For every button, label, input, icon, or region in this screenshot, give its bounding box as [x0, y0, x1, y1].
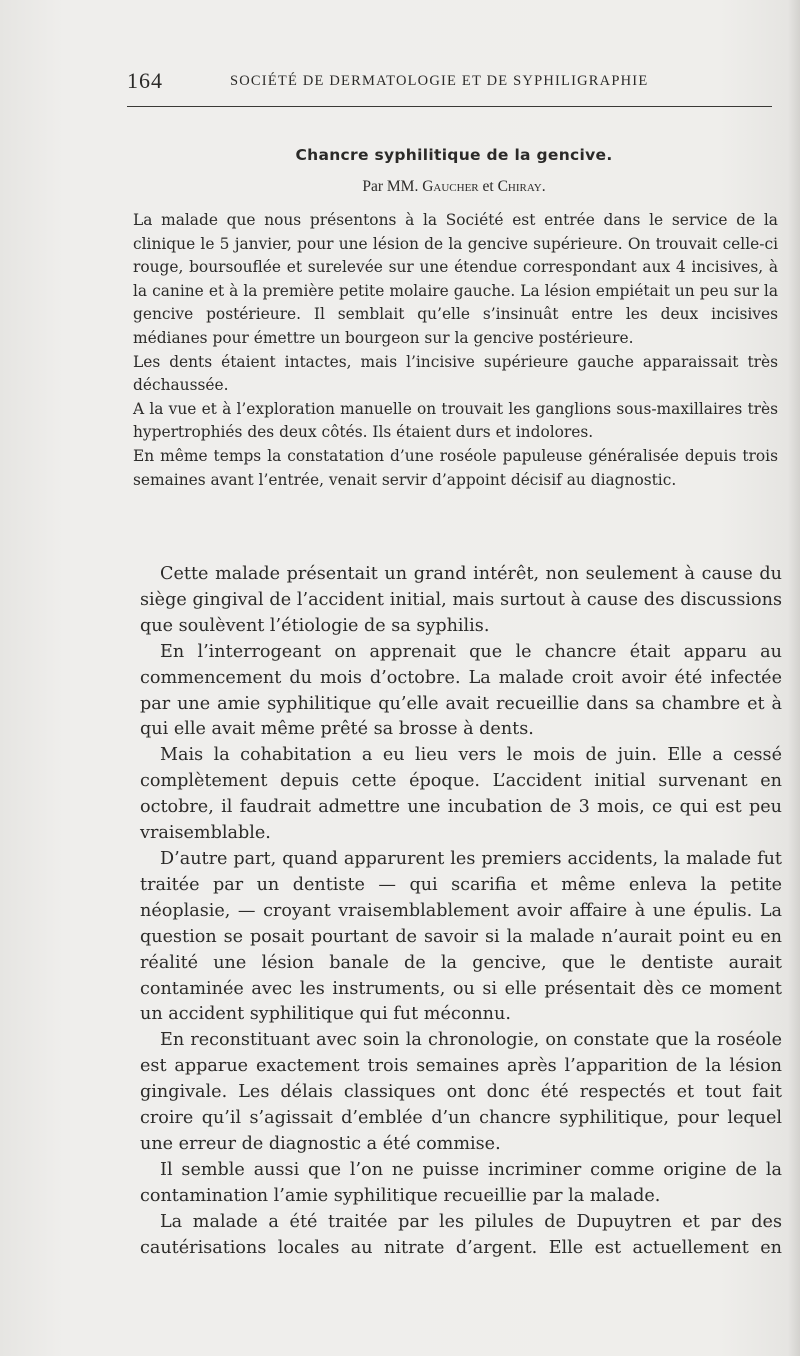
discussion-paragraph-5: En reconstituant avec soin la chronologie, on constate que la roséole est apparue exactement trois semaines après l’apparition de la lésion gingivale. Les délais classiques ont donc été respectés et tout fait croire qu’il s’agissait d’emblée d’un chancre syphilitique, pour lequel une erreur de diagnostic a été commise. [140, 1030, 782, 1154]
page-edge-shadow [788, 0, 800, 1356]
author-chiray: Chiray. [497, 178, 546, 195]
authors-prefix: Par MM. [362, 178, 419, 195]
case-report [133, 209, 778, 492]
discussion-paragraph-1: Cette malade présentait un grand intérêt, non seulement à cause du siège gingival de l’accident initial, mais surtout à cause des discussions que soulèvent l’étiologie de sa syphilis. [140, 564, 782, 636]
author-gaucher: Gaucher [422, 178, 479, 195]
header-rule [127, 106, 772, 107]
case-paragraph-3: A la vue et à l’exploration manuelle on trouvait les ganglions sous-maxillaires très hypertrophiés des deux côtés. Ils étaient durs et indolores. [133, 399, 778, 442]
discussion-paragraph-3: Mais la cohabitation a eu lieu vers le mois de juin. Elle a cessé complètement depuis cette époque. L’accident initial survenant en octobre, il faudrait admettre une incubation de 3 mois, ce qui est peu vraisemblable. [140, 745, 782, 844]
article-title: Chancre syphilitique de la gencive. [295, 146, 613, 164]
running-head: SOCIÉTÉ DE DERMATOLOGIE ET DE SYPHILIGRAPHIE [230, 73, 649, 89]
case-paragraph-2: Les dents étaient intactes, mais l’incisive supérieure gauche apparaissait très déchaussée. [133, 352, 778, 395]
case-paragraph-4: En même temps la constatation d’une roséole papuleuse généralisée depuis trois semaines avant l’entrée, venait servir d’appoint décisif au diagnostic. [133, 446, 778, 489]
discussion-paragraph-6: Il semble aussi que l’on ne puisse incriminer comme origine de la contamination l’amie syphilitique recueillie par la malade. [140, 1159, 782, 1206]
discussion [140, 562, 782, 1261]
case-paragraph-1: La malade que nous présentons à la Société est entrée dans le service de la clinique le 5 janvier, pour une lésion de la gencive supérieure. On trouvait celle-ci rouge, boursouflée et surelevée sur une étendue correspondant aux 4 incisives, à la canine et à la première petite molaire gauche. La lésion empiétait un peu sur la gencive postérieure. Il semblait qu’elle s’insinuât entre les deux incisives médianes pour émettre un bourgeon sur la gencive postérieure. [133, 211, 778, 347]
discussion-paragraph-4: D’autre part, quand apparurent les premiers accidents, la malade fut traitée par un dentiste — qui scarifia et même enleva la petite néoplasie, — croyant vraisemblablement avoir affaire à une épulis. La question se posait pourtant de savoir si la malade n’aurait point eu en réalité une lésion banale de la gencive, que le dentiste aurait contaminée avec les instruments, ou si elle présentait dès ce moment un accident syphilitique qui fut méconnu. [140, 848, 782, 1025]
discussion-paragraph-2: En l’interrogeant on apprenait que le chancre était apparu au commencement du mois d’octobre. La malade croit avoir été infectée par une amie syphilitique qu’elle avait recueillie dans sa chambre et à qui elle avait même prêté sa brosse à dents. [140, 641, 782, 740]
authors-conjunction: et [482, 178, 494, 195]
page-header [127, 68, 777, 98]
page-number: 164 [127, 68, 163, 93]
article-authors [0, 178, 800, 196]
discussion-paragraph-7: La malade a été traitée par les pilules de Dupuytren et par des cautérisations locales au nitrate d’argent. Elle est actuellement en [140, 1211, 782, 1258]
